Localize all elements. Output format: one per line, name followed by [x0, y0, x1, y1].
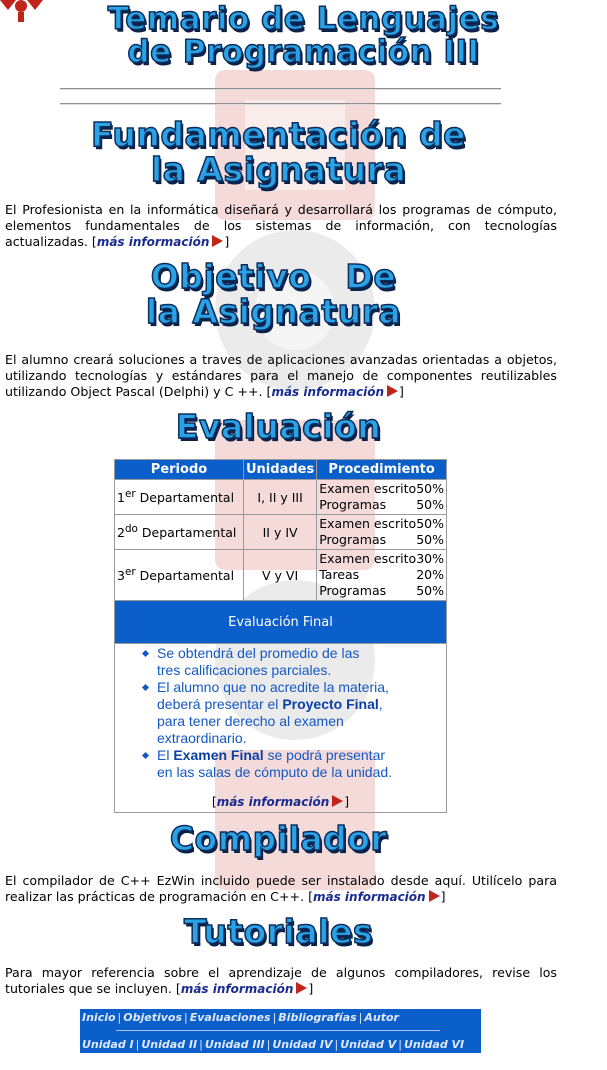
nav-row-units: Unidad I | Unidad II | Unidad III | Unidad IV | Unidad V | Unidad VI	[82, 1038, 465, 1051]
compilador-text: El compilador de C++ EzWin incluido puede ser instalado desde aquí. Utilícelo para realizar las prácticas de programación en C++. [más información ]	[5, 873, 557, 904]
nav-link-unidad-6[interactable]: Unidad VI	[403, 1038, 465, 1051]
list-item	[142, 645, 444, 679]
tutoriales-more-link[interactable]: más información	[180, 982, 294, 996]
header-procedimiento: Procedimiento	[317, 460, 447, 480]
section-title-evaluacion: Evaluación	[175, 407, 382, 446]
procedimiento-item	[319, 532, 444, 548]
section-title-compilador: Compilador	[169, 819, 388, 858]
section-title-fundamentacion	[0, 115, 582, 189]
periodo-ordinal: 3	[117, 568, 125, 584]
periodo-suffix: do	[124, 523, 138, 536]
periodo-name: Departamental	[139, 490, 235, 506]
procedimiento-cell	[317, 515, 447, 550]
procedimiento-item	[319, 567, 444, 583]
objetivo-title-word-1: Objetivo	[150, 257, 312, 296]
bullet-bold: Examen Final	[173, 747, 264, 763]
item-percent: 50%	[416, 497, 444, 512]
page-title-line-1: Temario de Lenguajes	[107, 1, 500, 37]
list-item	[142, 747, 444, 781]
nav-row-main: Inicio | Objetivos | Evaluaciones | Bibliografías | Autor	[82, 1011, 399, 1024]
fundamentacion-body: El Profesionista en la informática diseñará y desarrollará los programas de cómputo, elementos fundamentales de los sistemas de información, con tecnologías actualizadas.	[5, 202, 557, 249]
header-unidades: Unidades	[244, 460, 317, 480]
nav-link-unidad-3[interactable]: Unidad III	[204, 1038, 265, 1051]
periodo-ordinal: 2	[117, 525, 125, 541]
nav-link-unidad-5[interactable]: Unidad V	[340, 1038, 397, 1051]
page-title-line-2: de Programación III	[127, 33, 480, 70]
header-periodo: Periodo	[115, 460, 244, 480]
objetivo-title-line-2: la Asignatura	[145, 291, 402, 331]
fundamentacion-title-line-2: la Asignatura	[150, 149, 407, 189]
objetivo-title-word-2: De	[345, 257, 397, 296]
fundamentacion-more-link[interactable]: más información	[96, 235, 210, 249]
item-percent: 30%	[416, 551, 444, 566]
footer-navbar	[80, 1009, 481, 1053]
fundamentacion-text: El Profesionista en la informática diseñará y desarrollará los programas de cómputo, elementos fundamentales de los sistemas de información, con tecnologías actualizadas. [más información ]	[5, 202, 557, 249]
table-row	[115, 480, 447, 515]
tutoriales-text: Para mayor referencia sobre el aprendizaje de algunos compiladores, revise los tutoriales que se incluyen. [más información ]	[5, 965, 557, 996]
nav-link-bibliografias[interactable]: Bibliografías	[278, 1011, 357, 1024]
bullet-text: Se obtendrá del promedio de las tres calificaciones parciales.	[157, 645, 360, 678]
periodo-suffix: er	[124, 566, 136, 579]
list-item	[142, 679, 444, 747]
unidades-cell: I, II y III	[244, 480, 317, 515]
nav-link-inicio[interactable]: Inicio	[82, 1011, 116, 1024]
item-label: Examen escrito	[319, 516, 417, 531]
evaluation-table	[114, 459, 447, 813]
tutoriales-body: Para mayor referencia sobre el aprendizaje de algunos compiladores, revise los tutoriales que se incluyen.	[5, 965, 557, 996]
procedimiento-item	[319, 516, 444, 532]
final-evaluation-title: Evaluación Final	[115, 601, 447, 644]
nav-link-evaluaciones[interactable]: Evaluaciones	[189, 1011, 271, 1024]
arrow-right-icon[interactable]	[212, 235, 223, 247]
periodo-ordinal: 1	[117, 490, 125, 506]
procedimiento-item	[319, 481, 444, 497]
evaluacion-more: [más información ]	[211, 794, 350, 809]
final-header-row	[115, 601, 447, 644]
item-percent: 50%	[416, 583, 444, 598]
arrow-right-icon[interactable]	[429, 890, 440, 902]
objetivo-text: El alumno creará soluciones a traves de aplicaciones avanzadas orientadas a objetos, utilizando tecnologías y estándares para el manejo de componentes reutilizables utilizando Object Pascal (Delphi) y C ++. [más información ]	[5, 352, 557, 399]
final-body-row	[115, 644, 447, 813]
item-label: Programas	[319, 532, 387, 547]
periodo-cell	[115, 550, 244, 601]
compilador-body: El compilador de C++ EzWin incluido puede ser instalado desde aquí. Utilícelo para realizar las prácticas de programación en C++.	[5, 873, 557, 904]
periodo-cell	[115, 515, 244, 550]
section-title-objetivo	[0, 257, 577, 331]
item-label: Programas	[319, 497, 387, 512]
nav-link-unidad-2[interactable]: Unidad II	[141, 1038, 198, 1051]
arrow-right-icon[interactable]	[332, 795, 343, 807]
bullet-text: , para tener derecho al examen extraordinario.	[157, 696, 383, 746]
evaluacion-more-link[interactable]: más información	[216, 795, 330, 809]
procedimiento-item	[319, 497, 444, 513]
bullet-text: se podrá presentar en las salas de cómputo de la unidad.	[157, 747, 393, 780]
table-row	[115, 515, 447, 550]
item-label: Examen escrito	[319, 481, 417, 496]
procedimiento-item	[319, 551, 444, 567]
bullet-bold: Proyecto Final	[282, 696, 379, 712]
final-evaluation-body	[115, 644, 447, 813]
unidades-cell: V y VI	[244, 550, 317, 601]
section-title-tutoriales: Tutoriales	[183, 912, 373, 951]
procedimiento-cell	[317, 480, 447, 515]
final-evaluation-list	[117, 645, 444, 781]
divider-bottom	[60, 103, 501, 105]
bullet-text: El alumno que no acredite la materia, deberá presentar el	[157, 679, 389, 712]
page-title	[0, 3, 607, 68]
bullet-text: El	[157, 747, 174, 763]
table-row	[115, 550, 447, 601]
unidades-cell: II y IV	[244, 515, 317, 550]
item-label: Programas	[319, 583, 387, 598]
nav-link-autor[interactable]: Autor	[364, 1011, 399, 1024]
item-percent: 20%	[416, 567, 444, 582]
divider-top	[60, 88, 501, 90]
objetivo-more-link[interactable]: más información	[271, 385, 385, 399]
objetivo-title-line-1	[0, 257, 577, 296]
item-percent: 50%	[416, 481, 444, 496]
fundamentacion-title-line-1: Fundamentación de	[90, 115, 467, 154]
table-header-row	[115, 460, 447, 480]
periodo-name: Departamental	[139, 568, 235, 584]
compilador-more-link[interactable]: más información	[313, 890, 426, 904]
nav-link-unidad-4[interactable]: Unidad IV	[272, 1038, 333, 1051]
item-label: Tareas	[319, 567, 360, 582]
item-label: Examen escrito	[319, 551, 417, 566]
nav-link-objetivos[interactable]: Objetivos	[123, 1011, 183, 1024]
objetivo-body: El alumno creará soluciones a traves de aplicaciones avanzadas orientadas a objetos, utilizando tecnologías y estándares para el manejo de componentes reutilizables utilizando Object Pascal (Delphi) y C ++.	[5, 352, 557, 399]
item-percent: 50%	[416, 532, 444, 547]
arrow-right-icon[interactable]	[387, 385, 398, 397]
periodo-cell	[115, 480, 244, 515]
arrow-right-icon[interactable]	[296, 982, 307, 994]
nav-link-unidad-1[interactable]: Unidad I	[82, 1038, 134, 1051]
procedimiento-item	[319, 583, 444, 599]
periodo-suffix: er	[124, 488, 136, 501]
item-percent: 50%	[416, 516, 444, 531]
nav-divider	[116, 1030, 440, 1031]
procedimiento-cell	[317, 550, 447, 601]
periodo-name: Departamental	[141, 525, 237, 541]
